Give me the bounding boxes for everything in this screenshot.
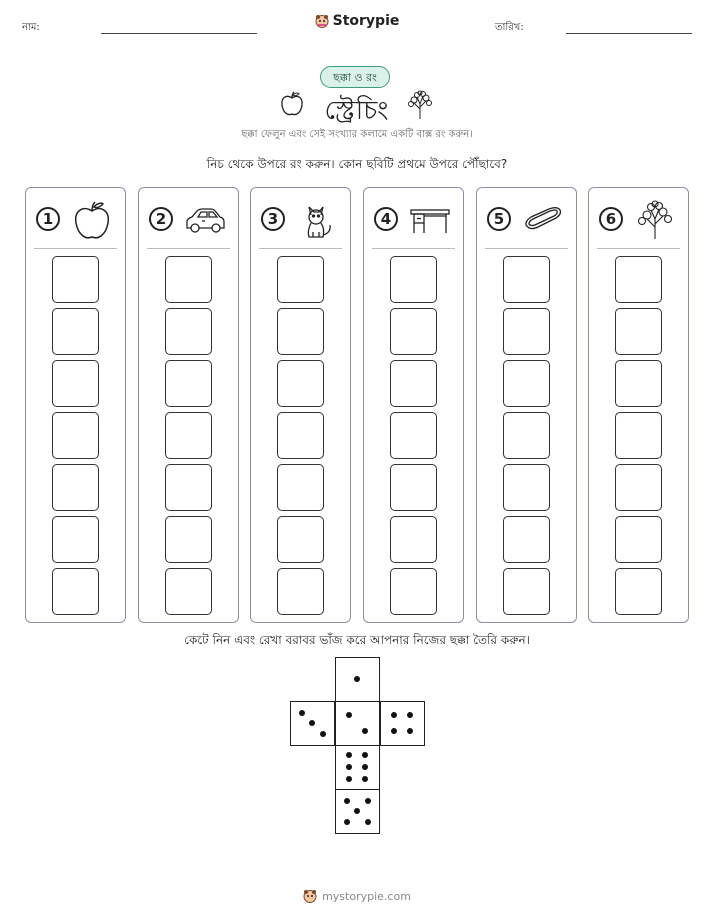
dice-instruction: কেটে নিন এবং রেখা বরাবর ভাঁজ করে আপনার নিজের ছক্কা তৈরি করুন।: [184, 633, 530, 647]
dice-face-5: [335, 789, 380, 834]
dice-pip: [362, 776, 368, 782]
dice-pip: [407, 712, 413, 718]
color-box[interactable]: [390, 360, 437, 407]
color-box[interactable]: [277, 308, 324, 355]
color-box[interactable]: [165, 360, 212, 407]
dice-pip: [354, 676, 360, 682]
dice-pip: [362, 752, 368, 758]
dice-pip: [344, 798, 350, 804]
color-box[interactable]: [615, 516, 662, 563]
color-box[interactable]: [615, 256, 662, 303]
color-box[interactable]: [503, 256, 550, 303]
color-box[interactable]: [390, 256, 437, 303]
column-number: 2: [149, 207, 173, 231]
dice-pip: [320, 731, 326, 737]
color-box[interactable]: [52, 256, 99, 303]
color-box[interactable]: [615, 568, 662, 615]
car-icon: [183, 199, 227, 241]
column-divider: [34, 248, 117, 249]
color-box[interactable]: [277, 516, 324, 563]
dice-column-5: [476, 187, 577, 623]
color-box[interactable]: [165, 308, 212, 355]
color-box[interactable]: [503, 360, 550, 407]
apple-icon: [70, 199, 114, 241]
color-box[interactable]: [277, 256, 324, 303]
color-box[interactable]: [52, 308, 99, 355]
dice-pip: [391, 712, 397, 718]
color-box[interactable]: [52, 412, 99, 459]
color-box[interactable]: [390, 464, 437, 511]
color-box[interactable]: [390, 516, 437, 563]
date-label: তারিখ:: [495, 22, 524, 33]
rubber-band-icon: [521, 199, 565, 241]
dice-pip: [365, 798, 371, 804]
dice-pip: [365, 819, 371, 825]
column-divider: [597, 248, 680, 249]
color-box[interactable]: [503, 516, 550, 563]
dice-column-3: [250, 187, 351, 623]
date-line[interactable]: [566, 33, 692, 34]
coloring-instruction: নিচ থেকে উপরে রং করুন। কোন ছবিটি প্রথমে উপরে পৌঁছাবে?: [206, 157, 508, 171]
color-box[interactable]: [503, 464, 550, 511]
color-box[interactable]: [390, 412, 437, 459]
dice-face-2: [335, 701, 380, 746]
dice-column-2: [138, 187, 239, 623]
column-number: 1: [36, 207, 60, 231]
tree-icon: [633, 199, 677, 241]
dice-pip: [346, 752, 352, 758]
dice-pip: [344, 819, 350, 825]
color-box[interactable]: [165, 256, 212, 303]
color-box[interactable]: [277, 568, 324, 615]
column-divider: [485, 248, 568, 249]
color-box[interactable]: [615, 464, 662, 511]
name-line[interactable]: [101, 33, 257, 34]
color-box[interactable]: [615, 308, 662, 355]
page-subtitle: ছক্কা ফেলুন এবং সেই সংখ্যার কলামে একটি বাক্স রং করুন।: [241, 129, 473, 140]
activity-badge: ছক্কা ও রং: [320, 66, 390, 88]
dice-pip: [309, 720, 315, 726]
color-box[interactable]: [615, 360, 662, 407]
color-box[interactable]: [277, 360, 324, 407]
dice-pip: [299, 710, 305, 716]
color-box[interactable]: [165, 464, 212, 511]
dice-pip: [362, 764, 368, 770]
dice-pip: [391, 728, 397, 734]
column-number: 3: [261, 207, 285, 231]
color-box[interactable]: [165, 516, 212, 563]
dice-pip: [346, 712, 352, 718]
dice-pip: [346, 764, 352, 770]
tree-title-icon: [405, 89, 435, 121]
color-box[interactable]: [165, 412, 212, 459]
footer: [0, 889, 714, 906]
color-box[interactable]: [615, 412, 662, 459]
color-box[interactable]: [165, 568, 212, 615]
column-divider: [147, 248, 230, 249]
dice-column-6: [588, 187, 689, 623]
color-box[interactable]: [503, 412, 550, 459]
column-number: 5: [487, 207, 511, 231]
brand-name: Storypie: [332, 13, 400, 29]
dice-face-3: [290, 701, 335, 746]
dice-face-1: [335, 657, 380, 702]
storypie-logo-icon: [315, 14, 329, 28]
color-box[interactable]: [52, 360, 99, 407]
desk-icon: [408, 199, 452, 241]
column-divider: [259, 248, 342, 249]
color-box[interactable]: [390, 308, 437, 355]
color-box[interactable]: [503, 568, 550, 615]
storypie-footer-logo-icon: [303, 889, 317, 903]
color-box[interactable]: [503, 308, 550, 355]
color-box[interactable]: [52, 464, 99, 511]
color-box[interactable]: [277, 464, 324, 511]
dice-face-6: [335, 745, 380, 790]
dice-column-4: [363, 187, 464, 623]
color-box[interactable]: [52, 568, 99, 615]
column-number: 4: [374, 207, 398, 231]
brand: [0, 13, 714, 32]
dice-pip: [407, 728, 413, 734]
color-box[interactable]: [277, 412, 324, 459]
column-divider: [372, 248, 455, 249]
name-label: নাম:: [22, 22, 40, 33]
dice-face-4: [380, 701, 425, 746]
color-box[interactable]: [390, 568, 437, 615]
dice-pip: [346, 776, 352, 782]
page-title: স্ট্রেচিং: [324, 96, 390, 126]
footer-url[interactable]: mystorypie.com: [322, 889, 411, 903]
dice-column-1: [25, 187, 126, 623]
color-box[interactable]: [52, 516, 99, 563]
cat-icon: [295, 199, 339, 241]
dice-pip: [354, 808, 360, 814]
column-number: 6: [599, 207, 623, 231]
dice-pip: [362, 728, 368, 734]
